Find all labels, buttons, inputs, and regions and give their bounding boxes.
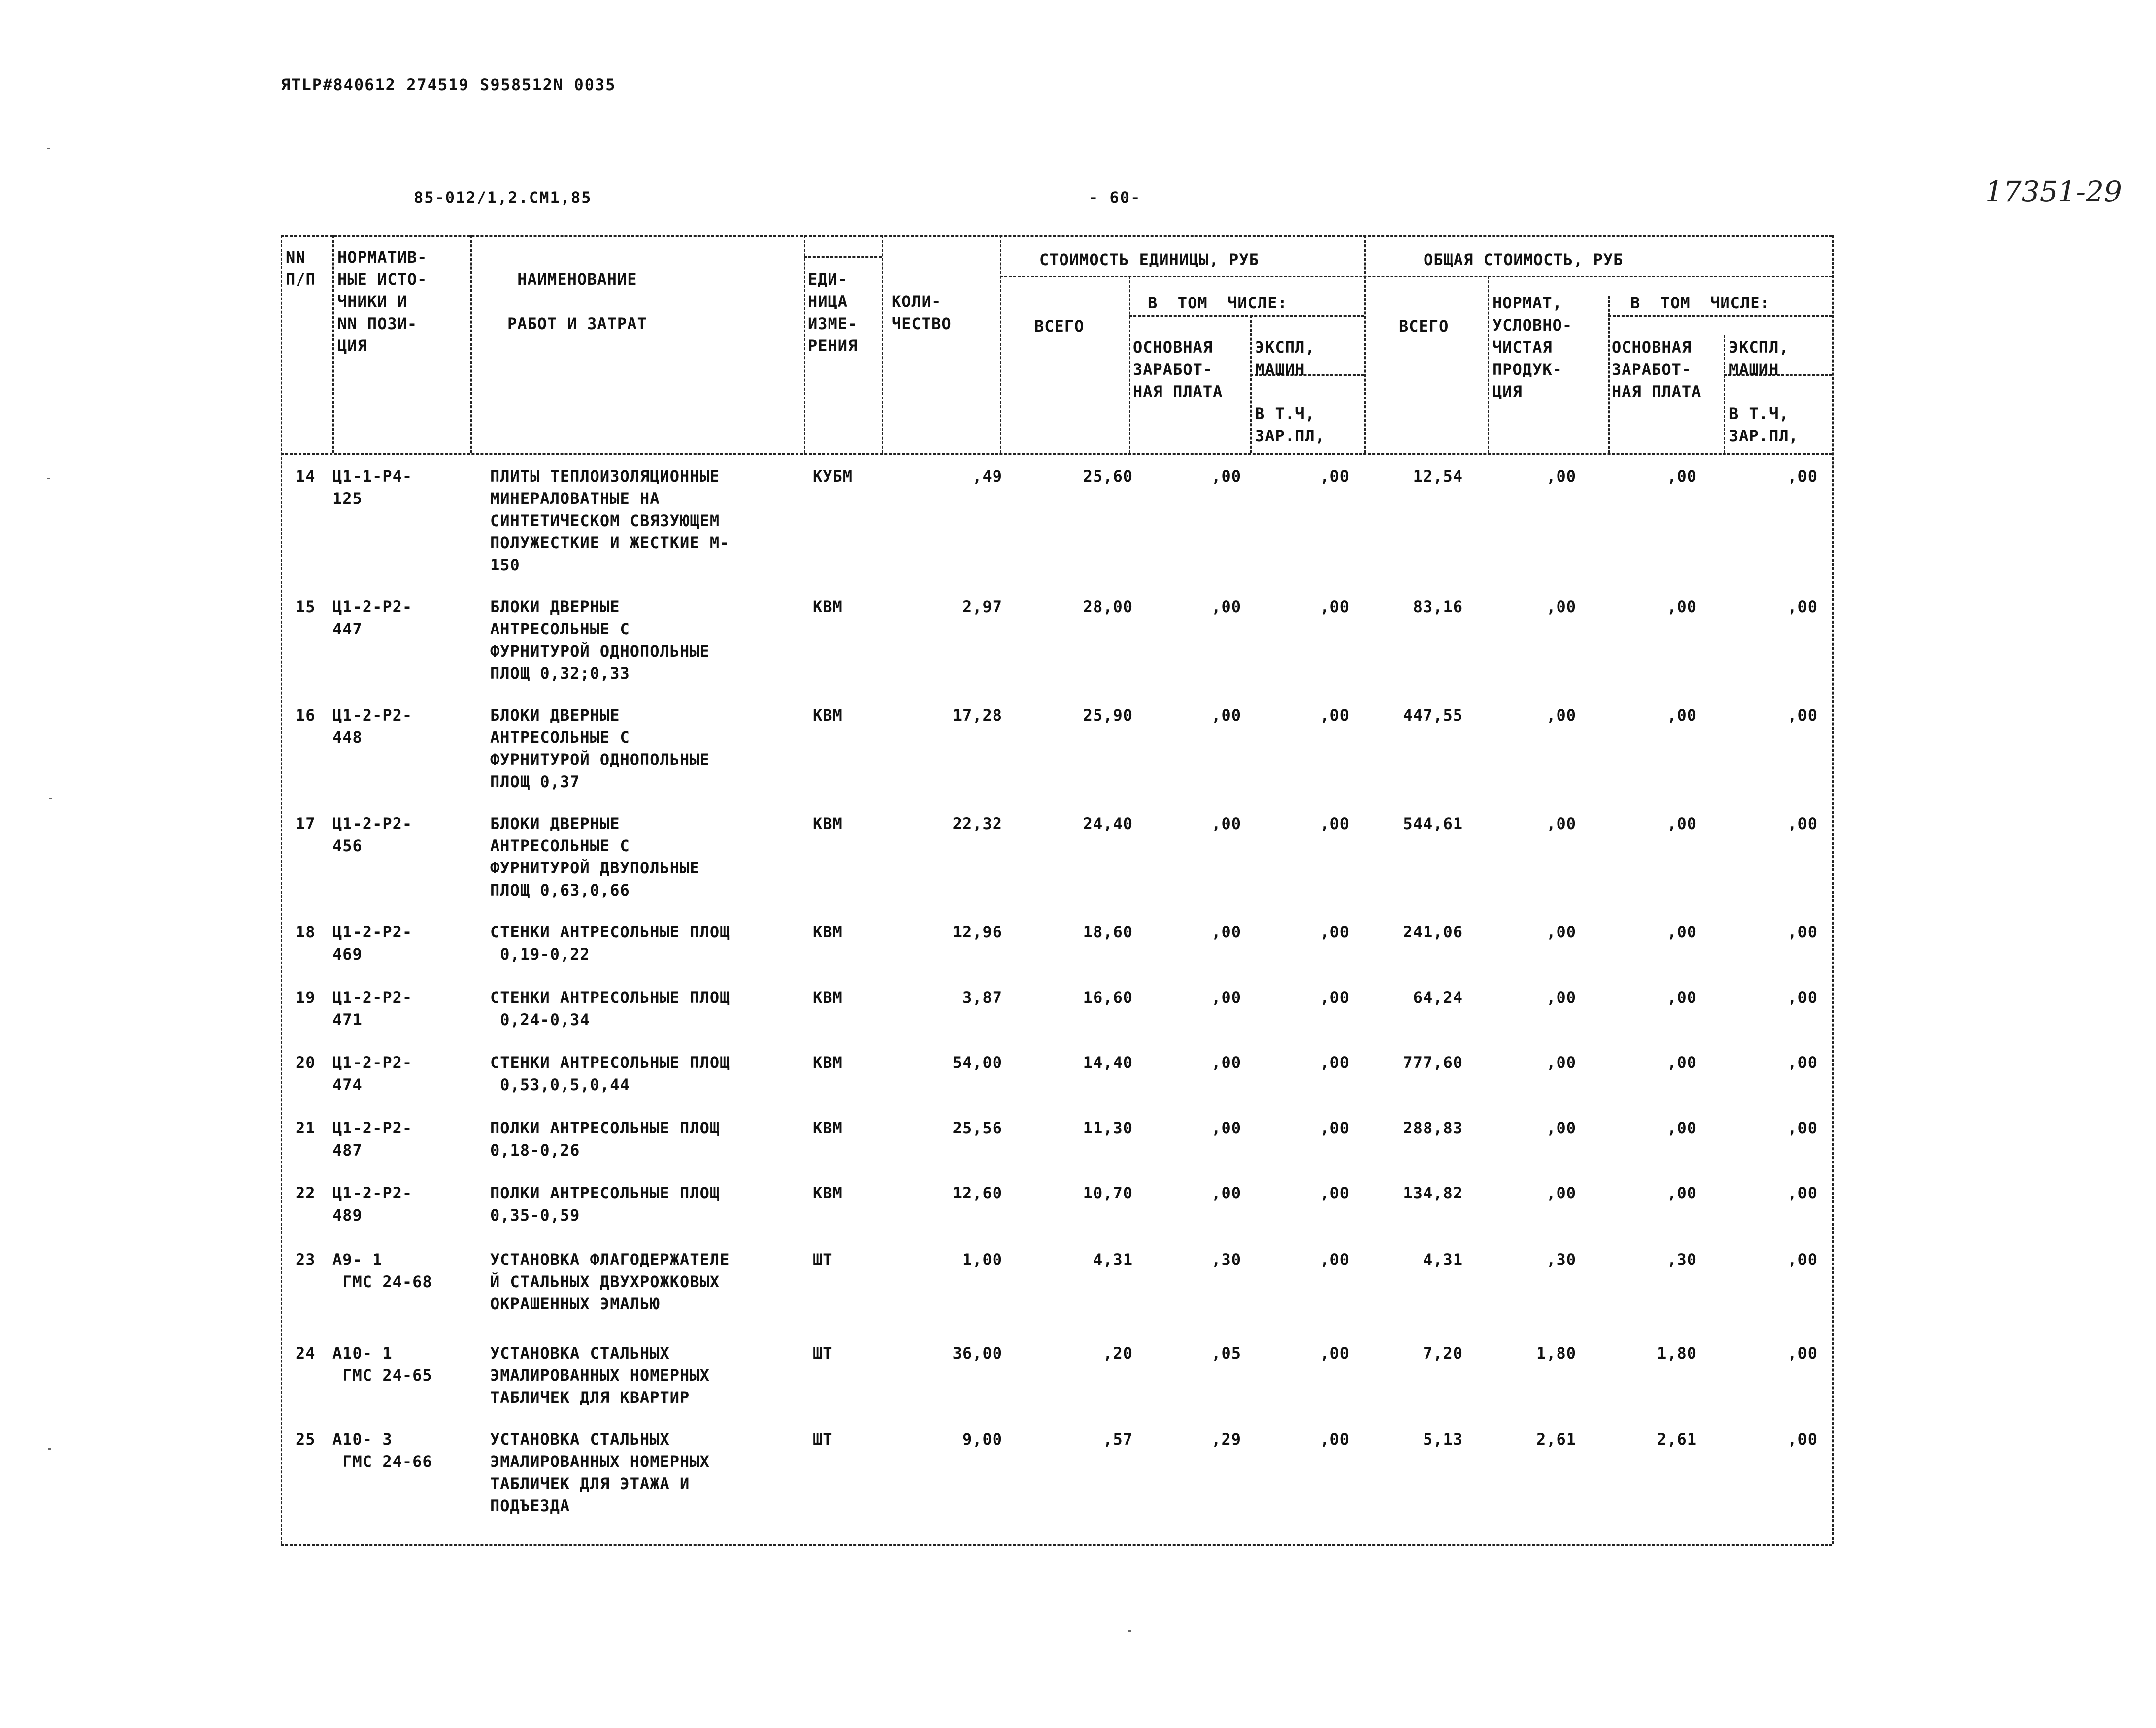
cell-total-mach: ,00 xyxy=(1788,1250,1818,1269)
cell-qty: 9,00 xyxy=(962,1430,1002,1449)
cell-norm-clean: ,00 xyxy=(1546,706,1576,725)
cell-norm: Ц1-2-Р2- 471 xyxy=(332,988,413,1029)
cell-total-mach: ,00 xyxy=(1788,467,1818,486)
cell-nn: 23 xyxy=(296,1250,316,1269)
cell-name: ПОЛКИ АНТРЕСОЛЬНЫЕ ПЛОЩ 0,18-0,26 xyxy=(490,1119,720,1160)
cell-total-mach: ,00 xyxy=(1788,598,1818,616)
header-quantity: КОЛИ- ЧЕСТВО xyxy=(892,292,952,333)
cell-nn: 20 xyxy=(296,1053,316,1072)
cell-unit-mach: ,00 xyxy=(1320,706,1350,725)
header-divider xyxy=(804,256,882,258)
cell-norm: Ц1-2-Р2- 469 xyxy=(332,923,413,964)
header-total-including: В ТОМ ЧИСЛЕ: xyxy=(1630,294,1770,312)
header-total-wage: ОСНОВНАЯ ЗАРАБОТ- НАЯ ПЛАТА xyxy=(1612,338,1702,401)
cell-norm: Ц1-2-Р2- 448 xyxy=(332,706,413,747)
cell-unit: КВМ xyxy=(813,1184,843,1202)
header-divider xyxy=(470,235,472,453)
scan-speck xyxy=(49,798,52,799)
cell-name: УСТАНОВКА СТАЛЬНЫХ ЭМАЛИРОВАННЫХ НОМЕРНЫХ ТАБЛИЧЕК ДЛЯ ЭТАЖА И ПОДЪЕЗДА xyxy=(490,1430,710,1515)
cell-unit-wage: ,00 xyxy=(1211,467,1241,486)
scan-speck xyxy=(48,1448,51,1450)
header-divider xyxy=(332,235,334,453)
cell-unit: КВМ xyxy=(813,598,843,616)
cell-norm: Ц1-2-Р2- 474 xyxy=(332,1053,413,1094)
cell-qty: 12,96 xyxy=(952,923,1002,941)
header-total-cost-group: ОБЩАЯ СТОИМОСТЬ, РУБ xyxy=(1424,250,1624,269)
scan-speck xyxy=(47,478,50,479)
cell-nn: 24 xyxy=(296,1344,316,1362)
cell-unit: ШТ xyxy=(813,1344,833,1362)
scan-speck xyxy=(47,148,50,149)
cell-unit-total: 11,30 xyxy=(1083,1119,1133,1137)
cell-unit: ШТ xyxy=(813,1250,833,1269)
cell-unit-mach: ,00 xyxy=(1320,1344,1350,1362)
cell-unit-total: 18,60 xyxy=(1083,923,1133,941)
cell-total: 777,60 xyxy=(1403,1053,1463,1072)
cell-norm: Ц1-2-Р2- 487 xyxy=(332,1119,413,1160)
cell-qty: 3,87 xyxy=(962,988,1002,1007)
header-divider xyxy=(1250,315,1252,453)
cell-total-mach: ,00 xyxy=(1788,1184,1818,1202)
cell-total: 12,54 xyxy=(1413,467,1463,486)
cell-unit-wage: ,29 xyxy=(1211,1430,1241,1449)
header-total: ВСЕГО xyxy=(1399,317,1449,335)
cell-qty: 17,28 xyxy=(952,706,1002,725)
cell-nn: 16 xyxy=(296,706,316,725)
cell-qty: 1,00 xyxy=(962,1250,1002,1269)
cell-norm-clean: ,00 xyxy=(1546,923,1576,941)
cell-unit-total: 24,40 xyxy=(1083,814,1133,833)
cell-unit-mach: ,00 xyxy=(1320,1119,1350,1137)
cell-name: ПОЛКИ АНТРЕСОЛЬНЫЕ ПЛОЩ 0,35-0,59 xyxy=(490,1184,720,1225)
cell-unit-total: 16,60 xyxy=(1083,988,1133,1007)
cell-norm-clean: ,00 xyxy=(1546,1119,1576,1137)
cell-unit-wage: ,00 xyxy=(1211,1053,1241,1072)
cell-unit-wage: ,00 xyxy=(1211,598,1241,616)
cell-unit: КВМ xyxy=(813,1053,843,1072)
cell-unit-total: ,57 xyxy=(1103,1430,1133,1449)
cell-unit-wage: ,05 xyxy=(1211,1344,1241,1362)
header-divider xyxy=(1724,335,1725,453)
cell-qty: 2,97 xyxy=(962,598,1002,616)
cell-norm: Ц1-2-Р2- 447 xyxy=(332,598,413,638)
header-divider xyxy=(1129,276,1130,453)
cell-total: 134,82 xyxy=(1403,1184,1463,1202)
table-top-border xyxy=(281,235,1832,237)
cell-unit-mach: ,00 xyxy=(1320,1053,1350,1072)
cell-norm-clean: ,00 xyxy=(1546,1184,1576,1202)
cell-unit-total: 14,40 xyxy=(1083,1053,1133,1072)
cell-qty: 54,00 xyxy=(952,1053,1002,1072)
cell-name: БЛОКИ ДВЕРНЫЕ АНТРЕСОЛЬНЫЕ С ФУРНИТУРОЙ ОДНОПОЛЬНЫЕ ПЛОЩ 0,37 xyxy=(490,706,710,791)
sheet-reference: 85-012/1,2.СМ1,85 xyxy=(414,188,592,207)
cell-unit: КВМ xyxy=(813,988,843,1007)
cell-unit-total: 25,90 xyxy=(1083,706,1133,725)
cell-total-wage: ,00 xyxy=(1667,814,1697,833)
cell-total: 4,31 xyxy=(1423,1250,1463,1269)
cell-unit-mach: ,00 xyxy=(1320,1430,1350,1449)
header-divider xyxy=(1488,276,1489,453)
header-unit-including: В ТОМ ЧИСЛЕ: xyxy=(1148,294,1288,312)
cell-total-wage: ,00 xyxy=(1667,1053,1697,1072)
cell-name: СТЕНКИ АНТРЕСОЛЬНЫЕ ПЛОЩ 0,24-0,34 xyxy=(490,988,730,1029)
cell-unit-total: 25,60 xyxy=(1083,467,1133,486)
cell-total-wage: ,30 xyxy=(1667,1250,1697,1269)
cell-unit-mach: ,00 xyxy=(1320,988,1350,1007)
cell-name: СТЕНКИ АНТРЕСОЛЬНЫЕ ПЛОЩ 0,19-0,22 xyxy=(490,923,730,964)
cell-name: УСТАНОВКА СТАЛЬНЫХ ЭМАЛИРОВАННЫХ НОМЕРНЫХ ТАБЛИЧЕК ДЛЯ КВАРТИР xyxy=(490,1344,710,1407)
cell-total-wage: ,00 xyxy=(1667,988,1697,1007)
cell-unit-mach: ,00 xyxy=(1320,1184,1350,1202)
cell-total: 544,61 xyxy=(1403,814,1463,833)
cell-norm: Ц1-1-Р4- 125 xyxy=(332,467,413,508)
scan-speck xyxy=(1128,1630,1131,1632)
handwritten-reference: 17351-29 xyxy=(1985,175,2122,208)
cell-nn: 17 xyxy=(296,814,316,833)
cell-unit-mach: ,00 xyxy=(1320,467,1350,486)
cell-total-wage: ,00 xyxy=(1667,598,1697,616)
cell-norm-clean: 2,61 xyxy=(1536,1430,1576,1449)
header-divider xyxy=(1364,235,1366,453)
cell-norm-clean: ,00 xyxy=(1546,1053,1576,1072)
cell-total: 5,13 xyxy=(1423,1430,1463,1449)
table-bottom-border xyxy=(281,1544,1832,1546)
cell-total-wage: ,00 xyxy=(1667,706,1697,725)
header-nn: NN П/П xyxy=(286,248,316,289)
cell-unit-total: 28,00 xyxy=(1083,598,1133,616)
header-total-machines: ЭКСПЛ, МАШИН xyxy=(1729,338,1789,379)
cell-unit-wage: ,00 xyxy=(1211,706,1241,725)
cell-total-wage: ,00 xyxy=(1667,923,1697,941)
header-bottom-border xyxy=(281,453,1832,455)
cell-qty: 36,00 xyxy=(952,1344,1002,1362)
cell-total: 83,16 xyxy=(1413,598,1463,616)
cell-name: СТЕНКИ АНТРЕСОЛЬНЫЕ ПЛОЩ 0,53,0,5,0,44 xyxy=(490,1053,730,1094)
cell-unit-mach: ,00 xyxy=(1320,923,1350,941)
cell-total: 7,20 xyxy=(1423,1344,1463,1362)
cell-unit: КВМ xyxy=(813,1119,843,1137)
header-unit: ЕДИ- НИЦА ИЗМЕ- РЕНИЯ xyxy=(808,270,858,355)
header-unit-total: ВСЕГО xyxy=(1034,317,1085,335)
cell-norm: А10- 3 ГМС 24-66 xyxy=(332,1430,432,1471)
header-divider xyxy=(804,235,805,453)
header-unit-machine-wage: В Т.Ч, ЗАР.ПЛ, xyxy=(1255,404,1325,445)
cell-unit-total: ,20 xyxy=(1103,1344,1133,1362)
cell-unit-wage: ,00 xyxy=(1211,1184,1241,1202)
cell-unit-wage: ,00 xyxy=(1211,923,1241,941)
table-left-border xyxy=(281,235,282,1544)
cell-total: 241,06 xyxy=(1403,923,1463,941)
header-unit-machines: ЭКСПЛ, МАШИН xyxy=(1255,338,1315,379)
cell-nn: 25 xyxy=(296,1430,316,1449)
cell-name: УСТАНОВКА ФЛАГОДЕРЖАТЕЛЕ Й СТАЛЬНЫХ ДВУХРОЖКОВЫХ ОКРАШЕННЫХ ЭМАЛЬЮ xyxy=(490,1250,730,1313)
header-divider xyxy=(1000,276,1832,277)
cell-nn: 14 xyxy=(296,467,316,486)
cell-norm-clean: ,00 xyxy=(1546,598,1576,616)
cell-norm-clean: ,00 xyxy=(1546,814,1576,833)
cell-norm: А9- 1 ГМС 24-68 xyxy=(332,1250,432,1291)
cell-unit-wage: ,30 xyxy=(1211,1250,1241,1269)
header-total-machine-wage: В Т.Ч, ЗАР.ПЛ, xyxy=(1729,404,1799,445)
cell-qty: 12,60 xyxy=(952,1184,1002,1202)
cell-total: 64,24 xyxy=(1413,988,1463,1007)
cell-total-mach: ,00 xyxy=(1788,988,1818,1007)
cell-total-mach: ,00 xyxy=(1788,923,1818,941)
cell-unit: ШТ xyxy=(813,1430,833,1449)
header-norm-clean-product: НОРМАТ, УСЛОВНО- ЧИСТАЯ ПРОДУК- ЦИЯ xyxy=(1493,294,1573,401)
cell-unit: КВМ xyxy=(813,923,843,941)
cell-norm: А10- 1 ГМС 24-65 xyxy=(332,1344,432,1385)
cell-unit-mach: ,00 xyxy=(1320,814,1350,833)
cell-name: БЛОКИ ДВЕРНЫЕ АНТРЕСОЛЬНЫЕ С ФУРНИТУРОЙ ОДНОПОЛЬНЫЕ ПЛОЩ 0,32;0,33 xyxy=(490,598,710,683)
header-unit-cost-group: СТОИМОСТЬ ЕДИНИЦЫ, РУБ xyxy=(1039,250,1259,269)
cell-total-wage: 2,61 xyxy=(1657,1430,1697,1449)
cell-total-mach: ,00 xyxy=(1788,1119,1818,1137)
cell-total-wage: ,00 xyxy=(1667,1184,1697,1202)
cell-nn: 15 xyxy=(296,598,316,616)
cell-total-mach: ,00 xyxy=(1788,1053,1818,1072)
cell-unit: КВМ xyxy=(813,814,843,833)
cell-norm-clean: ,00 xyxy=(1546,467,1576,486)
header-divider xyxy=(1000,235,1001,453)
cell-total-mach: ,00 xyxy=(1788,1430,1818,1449)
document-code-line: ЯTLP#840612 274519 S958512N 0035 xyxy=(281,75,616,94)
cell-nn: 18 xyxy=(296,923,316,941)
cell-qty: 22,32 xyxy=(952,814,1002,833)
cell-nn: 22 xyxy=(296,1184,316,1202)
cell-name: БЛОКИ ДВЕРНЫЕ АНТРЕСОЛЬНЫЕ С ФУРНИТУРОЙ ДВУПОЛЬНЫЕ ПЛОЩ 0,63,0,66 xyxy=(490,814,700,899)
header-divider xyxy=(1129,315,1364,317)
cell-unit-wage: ,00 xyxy=(1211,1119,1241,1137)
page-number: - 60- xyxy=(1089,188,1141,207)
cell-norm: Ц1-2-Р2- 456 xyxy=(332,814,413,855)
cell-nn: 19 xyxy=(296,988,316,1007)
header-unit-wage: ОСНОВНАЯ ЗАРАБОТ- НАЯ ПЛАТА xyxy=(1133,338,1223,401)
cell-total: 447,55 xyxy=(1403,706,1463,725)
cell-norm-clean: ,00 xyxy=(1546,988,1576,1007)
cell-nn: 21 xyxy=(296,1119,316,1137)
cell-qty: 25,56 xyxy=(952,1119,1002,1137)
cell-unit-wage: ,00 xyxy=(1211,988,1241,1007)
cell-total: 288,83 xyxy=(1403,1119,1463,1137)
cell-total-wage: ,00 xyxy=(1667,467,1697,486)
cell-unit-total: 10,70 xyxy=(1083,1184,1133,1202)
cell-norm-clean: ,30 xyxy=(1546,1250,1576,1269)
cell-total-wage: 1,80 xyxy=(1657,1344,1697,1362)
cell-total-mach: ,00 xyxy=(1788,1344,1818,1362)
cell-unit-mach: ,00 xyxy=(1320,1250,1350,1269)
header-divider xyxy=(1608,296,1610,453)
cell-norm-clean: 1,80 xyxy=(1536,1344,1576,1362)
table-right-border xyxy=(1832,235,1834,1544)
cell-unit-total: 4,31 xyxy=(1093,1250,1133,1269)
cell-unit: КУБМ xyxy=(813,467,853,486)
header-divider xyxy=(882,235,883,453)
header-divider xyxy=(1608,315,1832,317)
cell-unit-wage: ,00 xyxy=(1211,814,1241,833)
cell-total-mach: ,00 xyxy=(1788,814,1818,833)
header-norm-source: НОРМАТИВ- НЫЕ ИСТО- ЧНИКИ И NN ПОЗИ- ЦИЯ xyxy=(337,248,428,355)
header-name: НАИМЕНОВАНИЕ РАБОТ И ЗАТРАТ xyxy=(507,270,647,333)
cell-unit: КВМ xyxy=(813,706,843,725)
cell-total-mach: ,00 xyxy=(1788,706,1818,725)
cell-qty: ,49 xyxy=(972,467,1002,486)
cell-unit-mach: ,00 xyxy=(1320,598,1350,616)
cell-total-wage: ,00 xyxy=(1667,1119,1697,1137)
cell-name: ПЛИТЫ ТЕПЛОИЗОЛЯЦИОННЫЕ МИНЕРАЛОВАТНЫЕ НА СИНТЕТИЧЕСКОМ СВЯЗУЮЩЕМ ПОЛУЖЕСТКИЕ И ЖЕСТКИЕ М- 150 xyxy=(490,467,730,574)
cell-norm: Ц1-2-Р2- 489 xyxy=(332,1184,413,1225)
